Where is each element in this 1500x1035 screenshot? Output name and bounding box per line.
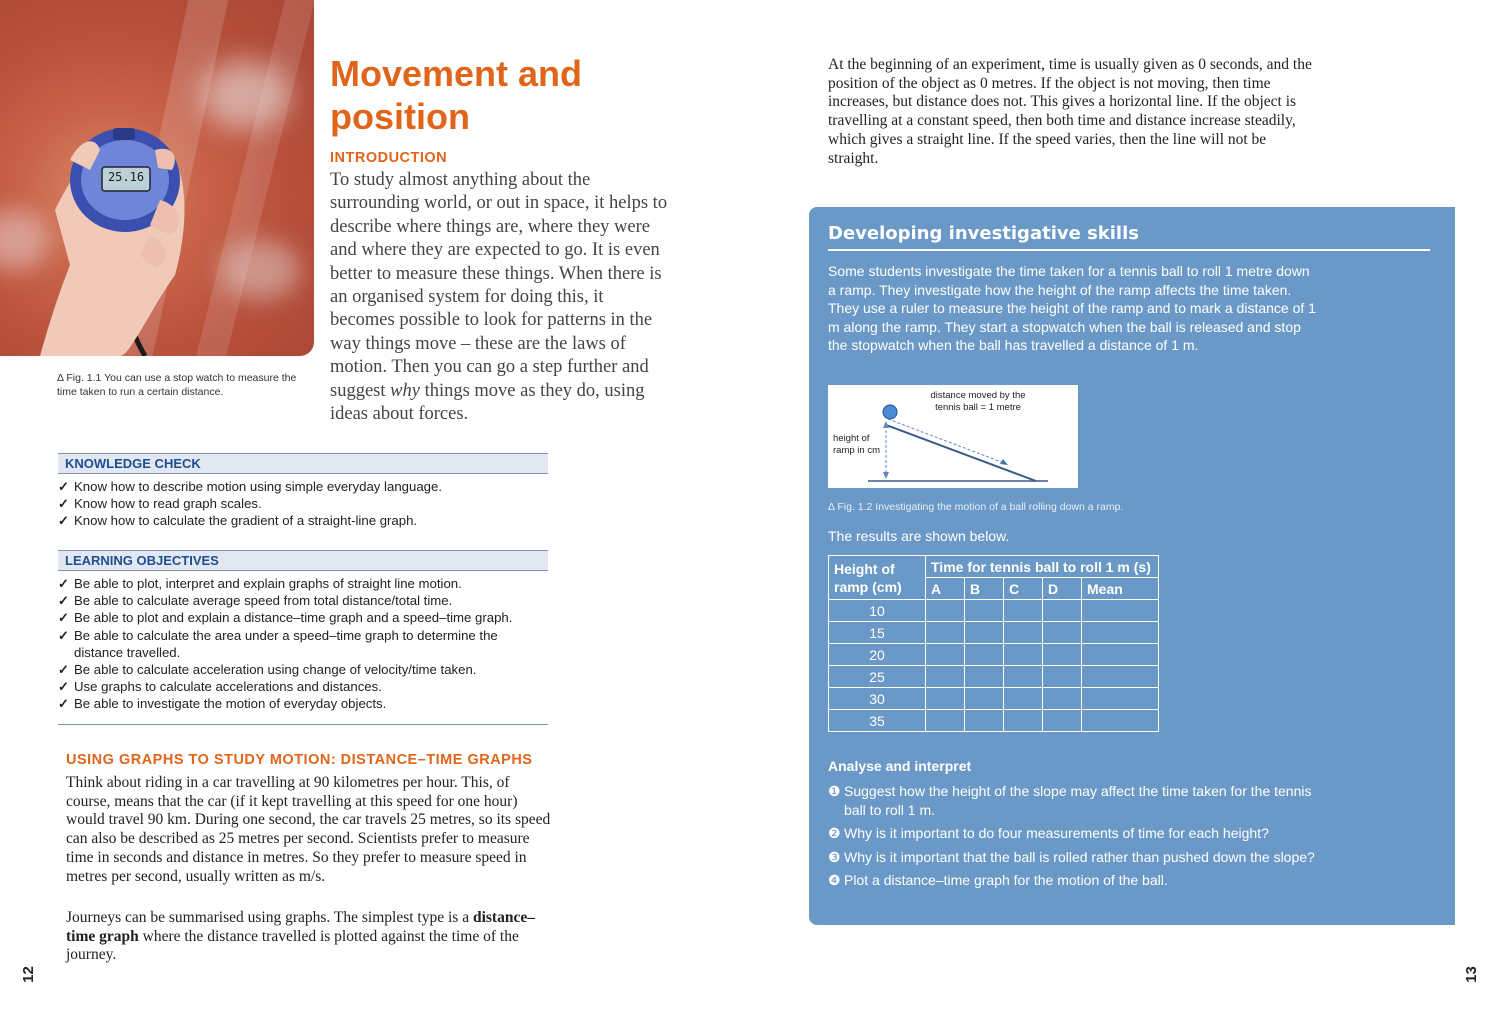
empty-cell xyxy=(965,710,1004,732)
empty-cell xyxy=(1004,622,1043,644)
height-column-header: Height of ramp (cm) xyxy=(829,556,926,600)
knowledge-check-item: ✓ Know how to describe motion using simple everyday language. xyxy=(58,478,548,495)
intro-text-part-2: things move as they do, using ideas about forces. xyxy=(330,380,645,425)
col-header-b: B xyxy=(965,578,1004,600)
question-text: Plot a distance–time graph for the motion of the ball. xyxy=(844,872,1168,889)
question-item xyxy=(828,824,1318,843)
height-cell: 20 xyxy=(829,644,926,666)
page-number-left: 12 xyxy=(19,966,37,983)
question-item xyxy=(828,782,1318,819)
learning-objective-item: ✓ Be able to calculate acceleration using change of velocity/time taken. xyxy=(58,661,538,678)
title-line-2: position xyxy=(330,96,470,137)
title-line-1: Movement and xyxy=(330,53,583,94)
intro-text-part-1: To study almost anything about the surrounding world, or out in space, it helps to describe where things are, where they were and where they are expected to go. It is even better to measure these things. When there is an organised system for doing this, it becomes possible to look for patterns in the way things move – these are the laws of motion. Then you can go a step further and suggest xyxy=(330,170,668,401)
question-text: Suggest how the height of the slope may affect the time taken for the tennis ball to roll 1 m. xyxy=(844,783,1312,818)
empty-cell xyxy=(1043,600,1082,622)
graphs-section-paragraph-1: Think about riding in a car travelling at 90 kilometres per hour. This, of course, means that the car (if it kept travelling at this speed for one hour) would travel 90 km. During one second, the car travels 25 metres, so its speed can also be described as 25 metres per second. Scientists prefer to measure time in seconds and distance in metres. So they prefer to measure speed in metres per second, usually written as m/s. xyxy=(66,774,551,885)
results-table xyxy=(828,555,1159,732)
learning-objective-item: ✓ Be able to calculate the area under a speed–time graph to determine the distance travelled. xyxy=(58,627,538,661)
distance-time-graph-term: distance–time graph xyxy=(66,909,535,945)
empty-cell xyxy=(926,622,965,644)
empty-cell xyxy=(965,688,1004,710)
empty-cell xyxy=(965,600,1004,622)
empty-cell xyxy=(1004,600,1043,622)
panel-title-rule xyxy=(828,249,1430,251)
empty-cell xyxy=(1004,688,1043,710)
introduction-text xyxy=(330,169,672,426)
empty-cell xyxy=(1004,644,1043,666)
fig-1-1-caption: Δ Fig. 1.1 You can use a stop watch to measure the time taken to run a certain distance. xyxy=(57,372,297,398)
knowledge-check-item: ✓ Know how to calculate the gradient of a straight-line graph. xyxy=(58,512,548,529)
graphs-section-heading: USING GRAPHS TO STUDY MOTION: DISTANCE–TIME GRAPHS xyxy=(66,752,533,768)
table-row xyxy=(829,710,1159,732)
stopwatch-display: 25.16 xyxy=(107,170,145,184)
panel-title: Developing investigative skills xyxy=(828,223,1139,244)
empty-cell xyxy=(1043,710,1082,732)
time-group-header: Time for tennis ball to roll 1 m (s) xyxy=(926,556,1159,578)
col-header-c: C xyxy=(1004,578,1043,600)
question-number: ❷ xyxy=(828,825,841,842)
para2-end: where the distance travelled is plotted against the time of the journey. xyxy=(66,927,519,964)
empty-cell xyxy=(926,600,965,622)
knowledge-check-box xyxy=(58,453,548,530)
col-header-d: D xyxy=(1043,578,1082,600)
empty-cell xyxy=(965,644,1004,666)
learning-objective-item: ✓ Be able to calculate average speed from total distance/total time. xyxy=(58,592,538,609)
intro-emphasis: why xyxy=(390,380,420,401)
graphs-section-paragraph-2 xyxy=(66,909,551,965)
fig-1-2-caption: Δ Fig. 1.2 Investigating the motion of a ball rolling down a ramp. xyxy=(828,501,1124,513)
analyse-interpret-heading: Analyse and interpret xyxy=(828,758,972,774)
empty-cell xyxy=(1082,666,1159,688)
question-item xyxy=(828,871,1318,890)
page-title xyxy=(330,52,650,138)
investigative-skills-panel xyxy=(809,207,1455,925)
introduction-heading: INTRODUCTION xyxy=(330,150,448,166)
height-cell: 10 xyxy=(829,600,926,622)
knowledge-check-item: ✓ Know how to read graph scales. xyxy=(58,495,548,512)
empty-cell xyxy=(1082,622,1159,644)
learning-objectives-box xyxy=(58,550,548,725)
table-row xyxy=(829,644,1159,666)
learning-objective-item: ✓ Use graphs to calculate accelerations and distances. xyxy=(58,678,538,695)
col-header-a: A xyxy=(926,578,965,600)
empty-cell xyxy=(1043,666,1082,688)
question-number: ❶ xyxy=(828,783,841,799)
table-row xyxy=(829,688,1159,710)
learning-objectives-rule xyxy=(58,724,548,726)
empty-cell xyxy=(926,666,965,688)
empty-cell xyxy=(1082,688,1159,710)
learning-objective-item: ✓ Be able to plot, interpret and explain graphs of straight line motion. xyxy=(58,575,538,592)
empty-cell xyxy=(1004,710,1043,732)
table-row xyxy=(829,666,1159,688)
question-text: Why is it important that the ball is rolled rather than pushed down the slope? xyxy=(844,848,1315,865)
stopwatch-photo xyxy=(0,0,314,356)
distance-label: distance moved by the tennis ball = 1 metre xyxy=(930,390,1026,413)
empty-cell xyxy=(965,666,1004,688)
height-cell: 25 xyxy=(829,666,926,688)
empty-cell xyxy=(926,644,965,666)
empty-cell xyxy=(1043,622,1082,644)
knowledge-check-list xyxy=(58,478,548,530)
table-row xyxy=(829,600,1159,622)
question-number: ❸ xyxy=(828,848,841,865)
col-header-mean: Mean xyxy=(1082,578,1159,600)
learning-objectives-list xyxy=(58,575,538,713)
empty-cell xyxy=(1043,644,1082,666)
question-number: ❹ xyxy=(828,872,841,889)
question-item xyxy=(828,848,1318,867)
results-intro: The results are shown below. xyxy=(828,528,1010,544)
empty-cell xyxy=(1082,600,1159,622)
page-number-right: 13 xyxy=(1462,966,1480,983)
ramp-diagram xyxy=(828,385,1078,488)
knowledge-check-title: KNOWLEDGE CHECK xyxy=(58,453,548,474)
para2-start: Journeys can be summarised using graphs. The simplest type is a xyxy=(66,909,473,926)
height-label: height of ramp in cm xyxy=(833,433,880,456)
height-cell: 30 xyxy=(829,688,926,710)
learning-objective-item: ✓ Be able to plot and explain a distance–time graph and a speed–time graph. xyxy=(58,609,538,626)
question-text: Why is it important to do four measurements of time for each height? xyxy=(844,825,1269,842)
empty-cell xyxy=(965,622,1004,644)
empty-cell xyxy=(926,710,965,732)
stopwatch-hand-illustration xyxy=(0,0,314,356)
table-row xyxy=(829,622,1159,644)
empty-cell xyxy=(1004,666,1043,688)
empty-cell xyxy=(926,688,965,710)
question-list xyxy=(828,782,1318,895)
learning-objective-item: ✓ Be able to investigate the motion of everyday objects. xyxy=(58,695,538,712)
learning-objectives-title: LEARNING OBJECTIVES xyxy=(58,550,548,571)
empty-cell xyxy=(1082,644,1159,666)
height-cell: 15 xyxy=(829,622,926,644)
height-cell: 35 xyxy=(829,710,926,732)
panel-description: Some students investigate the time taken for a tennis ball to roll 1 metre down a ramp. They investigate how the height of the ramp affects the time taken. They use a ruler to measure the height of the ramp and to mark a distance of 1 m along the ramp. They start a stopwatch when the ball is released and stop the stopwatch when the ball has travelled a distance of 1 m. xyxy=(828,263,1316,354)
empty-cell xyxy=(1082,710,1159,732)
table-header-row xyxy=(829,556,1159,578)
empty-cell xyxy=(1043,688,1082,710)
right-intro-paragraph: At the beginning of an experiment, time is usually given as 0 seconds, and the position of the object as 0 metres. If the object is not moving, then time increases, but distance does not. This gives a horizontal line. If the object is travelling at a constant speed, then both time and distance increase steadily, which gives a straight line. If the speed varies, then the line will not be straight. xyxy=(828,56,1312,167)
